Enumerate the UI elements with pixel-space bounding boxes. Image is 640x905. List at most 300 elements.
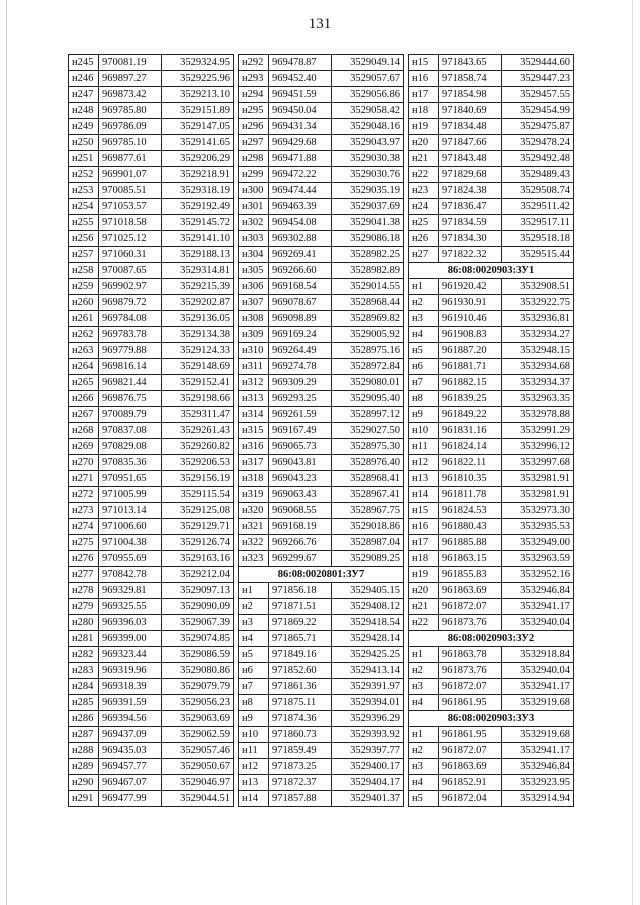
y-coordinate-cell: 3532981.91 xyxy=(502,471,574,487)
point-id-cell: н1 xyxy=(409,647,439,663)
point-id-cell: н9 xyxy=(409,407,439,423)
y-coordinate-cell: 3529086.18 xyxy=(332,231,404,247)
table-row xyxy=(69,439,234,455)
point-id-cell: н293 xyxy=(239,71,269,87)
table-row xyxy=(409,199,574,215)
point-id-cell: н251 xyxy=(69,151,99,167)
point-id-cell: н320 xyxy=(239,503,269,519)
y-coordinate-cell: 3529063.69 xyxy=(162,711,234,727)
y-coordinate-cell: 3529126.74 xyxy=(162,535,234,551)
y-coordinate-cell: 3532981.91 xyxy=(502,487,574,503)
point-id-cell: н273 xyxy=(69,503,99,519)
y-coordinate-cell: 3529148.69 xyxy=(162,359,234,375)
x-coordinate-cell: 961863.69 xyxy=(439,759,502,775)
x-coordinate-cell: 969435.03 xyxy=(99,743,162,759)
table-row xyxy=(69,151,234,167)
y-coordinate-cell: 3529156.19 xyxy=(162,471,234,487)
y-coordinate-cell: 3529074.85 xyxy=(162,631,234,647)
point-id-cell: н18 xyxy=(409,551,439,567)
x-coordinate-cell: 971860.73 xyxy=(269,727,332,743)
x-coordinate-cell: 969329.81 xyxy=(99,583,162,599)
y-coordinate-cell: 3529041.38 xyxy=(332,215,404,231)
y-coordinate-cell: 3532949.00 xyxy=(502,535,574,551)
table-row xyxy=(239,695,404,711)
x-coordinate-cell: 969431.34 xyxy=(269,119,332,135)
point-id-cell: н26 xyxy=(409,231,439,247)
table-row xyxy=(69,519,234,535)
table-row xyxy=(239,375,404,391)
table-row xyxy=(409,695,574,711)
table-row xyxy=(69,775,234,791)
x-coordinate-cell: 971852.60 xyxy=(269,663,332,679)
point-id-cell: н264 xyxy=(69,359,99,375)
table-row xyxy=(239,663,404,679)
table-row xyxy=(409,279,574,295)
table-row xyxy=(69,231,234,247)
point-id-cell: н27 xyxy=(409,247,439,263)
x-coordinate-cell: 971822.32 xyxy=(439,247,502,263)
table-row xyxy=(409,583,574,599)
x-coordinate-cell: 971013.14 xyxy=(99,503,162,519)
x-coordinate-cell: 969478.87 xyxy=(269,55,332,71)
parcel-cadastral-number: 86:08:0020903:ЗУ1 xyxy=(409,263,574,279)
x-coordinate-cell: 971018.58 xyxy=(99,215,162,231)
y-coordinate-cell: 3529192.49 xyxy=(162,199,234,215)
table-row xyxy=(409,791,574,807)
x-coordinate-cell: 961882.15 xyxy=(439,375,502,391)
y-coordinate-cell: 3528969.82 xyxy=(332,311,404,327)
table-row xyxy=(239,519,404,535)
x-coordinate-cell: 971871.51 xyxy=(269,599,332,615)
x-coordinate-cell: 970951.65 xyxy=(99,471,162,487)
point-id-cell: н300 xyxy=(239,183,269,199)
table-row xyxy=(239,391,404,407)
x-coordinate-cell: 969261.59 xyxy=(269,407,332,423)
table-row xyxy=(239,535,404,551)
point-id-cell: н11 xyxy=(239,743,269,759)
table-row xyxy=(409,327,574,343)
y-coordinate-cell: 3532934.27 xyxy=(502,327,574,343)
table-row xyxy=(69,55,234,71)
table-row xyxy=(239,359,404,375)
y-coordinate-cell: 3532934.37 xyxy=(502,375,574,391)
y-coordinate-cell: 3529212.04 xyxy=(162,567,234,583)
x-coordinate-cell: 969168.19 xyxy=(269,519,332,535)
y-coordinate-cell: 3528976.40 xyxy=(332,455,404,471)
x-coordinate-cell: 969783.78 xyxy=(99,327,162,343)
y-coordinate-cell: 3529043.97 xyxy=(332,135,404,151)
y-coordinate-cell: 3529444.60 xyxy=(502,55,574,71)
table-row xyxy=(239,743,404,759)
x-coordinate-cell: 969816.14 xyxy=(99,359,162,375)
x-coordinate-cell: 971843.65 xyxy=(439,55,502,71)
y-coordinate-cell: 3529014.55 xyxy=(332,279,404,295)
table-row xyxy=(409,503,574,519)
point-id-cell: н22 xyxy=(409,615,439,631)
table-row xyxy=(409,343,574,359)
x-coordinate-cell: 969399.00 xyxy=(99,631,162,647)
x-coordinate-cell: 961930.91 xyxy=(439,295,502,311)
x-coordinate-cell: 969879.72 xyxy=(99,295,162,311)
y-coordinate-cell: 3529318.19 xyxy=(162,183,234,199)
point-id-cell: н301 xyxy=(239,199,269,215)
x-coordinate-cell: 969786.09 xyxy=(99,119,162,135)
y-coordinate-cell: 3532973.30 xyxy=(502,503,574,519)
point-id-cell: н4 xyxy=(409,775,439,791)
y-coordinate-cell: 3532940.04 xyxy=(502,663,574,679)
table-row xyxy=(69,263,234,279)
x-coordinate-cell: 969266.60 xyxy=(269,263,332,279)
table-row xyxy=(239,407,404,423)
y-coordinate-cell: 3529134.38 xyxy=(162,327,234,343)
y-coordinate-cell: 3528972.84 xyxy=(332,359,404,375)
y-coordinate-cell: 3528975.30 xyxy=(332,439,404,455)
point-id-cell: н277 xyxy=(69,567,99,583)
y-coordinate-cell: 3529213.10 xyxy=(162,87,234,103)
table-row xyxy=(409,215,574,231)
table-row xyxy=(69,503,234,519)
point-id-cell: н5 xyxy=(239,647,269,663)
point-id-cell: н309 xyxy=(239,327,269,343)
x-coordinate-cell: 969451.59 xyxy=(269,87,332,103)
table-row xyxy=(69,135,234,151)
table-row xyxy=(409,231,574,247)
x-coordinate-cell: 969068.55 xyxy=(269,503,332,519)
x-coordinate-cell: 969063.43 xyxy=(269,487,332,503)
point-id-cell: н4 xyxy=(409,695,439,711)
x-coordinate-cell: 961872.07 xyxy=(439,743,502,759)
table-row xyxy=(239,583,404,599)
point-id-cell: н268 xyxy=(69,423,99,439)
x-coordinate-cell: 961873.76 xyxy=(439,615,502,631)
y-coordinate-cell: 3532946.84 xyxy=(502,759,574,775)
table-row xyxy=(239,471,404,487)
table-row xyxy=(239,455,404,471)
point-id-cell: н13 xyxy=(239,775,269,791)
y-coordinate-cell: 3532946.84 xyxy=(502,583,574,599)
parcel-cadastral-number: 86:08:0020903:ЗУ3 xyxy=(409,711,574,727)
y-coordinate-cell: 3529397.77 xyxy=(332,743,404,759)
y-coordinate-cell: 3529188.13 xyxy=(162,247,234,263)
x-coordinate-cell: 961811.78 xyxy=(439,487,502,503)
table-row xyxy=(409,183,574,199)
table-row xyxy=(409,151,574,167)
table-row xyxy=(239,183,404,199)
x-coordinate-cell: 961887.20 xyxy=(439,343,502,359)
y-coordinate-cell: 3529005.92 xyxy=(332,327,404,343)
x-coordinate-cell: 971856.18 xyxy=(269,583,332,599)
y-coordinate-cell: 3529062.59 xyxy=(162,727,234,743)
y-coordinate-cell: 3529048.16 xyxy=(332,119,404,135)
table-row xyxy=(409,471,574,487)
table-row xyxy=(239,615,404,631)
x-coordinate-cell: 969323.44 xyxy=(99,647,162,663)
y-coordinate-cell: 3532948.15 xyxy=(502,343,574,359)
x-coordinate-cell: 961822.11 xyxy=(439,455,502,471)
x-coordinate-cell: 971025.12 xyxy=(99,231,162,247)
x-coordinate-cell: 969897.27 xyxy=(99,71,162,87)
x-coordinate-cell: 961880.43 xyxy=(439,519,502,535)
point-id-cell: н313 xyxy=(239,391,269,407)
x-coordinate-cell: 969325.55 xyxy=(99,599,162,615)
y-coordinate-cell: 3532941.17 xyxy=(502,679,574,695)
x-coordinate-cell: 971872.37 xyxy=(269,775,332,791)
table-row xyxy=(409,519,574,535)
point-id-cell: н259 xyxy=(69,279,99,295)
table-row xyxy=(69,535,234,551)
table-row xyxy=(239,231,404,247)
x-coordinate-cell: 969269.41 xyxy=(269,247,332,263)
x-coordinate-cell: 971854.98 xyxy=(439,87,502,103)
y-coordinate-cell: 3532978.88 xyxy=(502,407,574,423)
y-coordinate-cell: 3532919.68 xyxy=(502,727,574,743)
point-id-cell: н312 xyxy=(239,375,269,391)
y-coordinate-cell: 3529394.01 xyxy=(332,695,404,711)
table-row xyxy=(239,759,404,775)
table-row xyxy=(69,327,234,343)
x-coordinate-cell: 971060.31 xyxy=(99,247,162,263)
y-coordinate-cell: 3528968.41 xyxy=(332,471,404,487)
point-id-cell: н274 xyxy=(69,519,99,535)
x-coordinate-cell: 971004.38 xyxy=(99,535,162,551)
point-id-cell: н16 xyxy=(409,519,439,535)
point-id-cell: н2 xyxy=(409,663,439,679)
point-id-cell: н247 xyxy=(69,87,99,103)
point-id-cell: н4 xyxy=(409,327,439,343)
y-coordinate-cell: 3529408.12 xyxy=(332,599,404,615)
y-coordinate-cell: 3529206.53 xyxy=(162,455,234,471)
x-coordinate-cell: 969274.78 xyxy=(269,359,332,375)
table-row xyxy=(409,119,574,135)
y-coordinate-cell: 3532908.51 xyxy=(502,279,574,295)
point-id-cell: н10 xyxy=(239,727,269,743)
point-id-cell: н281 xyxy=(69,631,99,647)
table-row xyxy=(239,439,404,455)
x-coordinate-cell: 969043.23 xyxy=(269,471,332,487)
table-row xyxy=(239,55,404,71)
point-id-cell: н17 xyxy=(409,535,439,551)
point-id-cell: н305 xyxy=(239,263,269,279)
point-id-cell: н7 xyxy=(409,375,439,391)
x-coordinate-cell: 969454.08 xyxy=(269,215,332,231)
y-coordinate-cell: 3532963.59 xyxy=(502,551,574,567)
point-id-cell: н12 xyxy=(239,759,269,775)
x-coordinate-cell: 971847.66 xyxy=(439,135,502,151)
point-id-cell: н311 xyxy=(239,359,269,375)
table-row xyxy=(239,711,404,727)
table-row xyxy=(69,695,234,711)
point-id-cell: н11 xyxy=(409,439,439,455)
x-coordinate-cell: 961872.07 xyxy=(439,679,502,695)
point-id-cell: н10 xyxy=(409,423,439,439)
y-coordinate-cell: 3529027.50 xyxy=(332,423,404,439)
x-coordinate-cell: 971053.57 xyxy=(99,199,162,215)
point-id-cell: н321 xyxy=(239,519,269,535)
point-id-cell: н295 xyxy=(239,103,269,119)
x-coordinate-cell: 969065.73 xyxy=(269,439,332,455)
point-id-cell: н287 xyxy=(69,727,99,743)
point-id-cell: н314 xyxy=(239,407,269,423)
y-coordinate-cell: 3529324.95 xyxy=(162,55,234,71)
y-coordinate-cell: 3529198.66 xyxy=(162,391,234,407)
point-id-cell: н316 xyxy=(239,439,269,455)
point-id-cell: н246 xyxy=(69,71,99,87)
table-row xyxy=(409,71,574,87)
scan-edge-left xyxy=(6,0,7,905)
table-row xyxy=(409,423,574,439)
point-id-cell: н21 xyxy=(409,151,439,167)
point-id-cell: н256 xyxy=(69,231,99,247)
table-row xyxy=(409,487,574,503)
y-coordinate-cell: 3529454.99 xyxy=(502,103,574,119)
table-row xyxy=(69,71,234,87)
table-row xyxy=(69,407,234,423)
point-id-cell: н13 xyxy=(409,471,439,487)
y-coordinate-cell: 3529152.41 xyxy=(162,375,234,391)
table-row xyxy=(239,151,404,167)
y-coordinate-cell: 3529035.19 xyxy=(332,183,404,199)
x-coordinate-cell: 969391.59 xyxy=(99,695,162,711)
y-coordinate-cell: 3529141.65 xyxy=(162,135,234,151)
y-coordinate-cell: 3529097.13 xyxy=(162,583,234,599)
y-coordinate-cell: 3529457.55 xyxy=(502,87,574,103)
x-coordinate-cell: 961849.22 xyxy=(439,407,502,423)
point-id-cell: н266 xyxy=(69,391,99,407)
table-row xyxy=(69,247,234,263)
y-coordinate-cell: 3529086.59 xyxy=(162,647,234,663)
coordinate-tables xyxy=(68,54,574,807)
point-id-cell: н304 xyxy=(239,247,269,263)
point-id-cell: н283 xyxy=(69,663,99,679)
x-coordinate-cell: 969471.88 xyxy=(269,151,332,167)
parcel-header-row xyxy=(409,263,574,279)
x-coordinate-cell: 969784.08 xyxy=(99,311,162,327)
y-coordinate-cell: 3529136.05 xyxy=(162,311,234,327)
point-id-cell: н297 xyxy=(239,135,269,151)
y-coordinate-cell: 3528967.41 xyxy=(332,487,404,503)
table-row xyxy=(239,71,404,87)
table-row xyxy=(69,199,234,215)
point-id-cell: н17 xyxy=(409,87,439,103)
table-row xyxy=(69,87,234,103)
x-coordinate-cell: 971834.48 xyxy=(439,119,502,135)
point-id-cell: н296 xyxy=(239,119,269,135)
point-id-cell: н257 xyxy=(69,247,99,263)
y-coordinate-cell: 3532941.17 xyxy=(502,599,574,615)
x-coordinate-cell: 971834.30 xyxy=(439,231,502,247)
y-coordinate-cell: 3532996.12 xyxy=(502,439,574,455)
y-coordinate-cell: 3529401.37 xyxy=(332,791,404,807)
y-coordinate-cell: 3529057.46 xyxy=(162,743,234,759)
table-row xyxy=(69,727,234,743)
point-id-cell: н272 xyxy=(69,487,99,503)
x-coordinate-cell: 969873.42 xyxy=(99,87,162,103)
x-coordinate-cell: 971843.48 xyxy=(439,151,502,167)
table-row xyxy=(69,711,234,727)
y-coordinate-cell: 3529260.82 xyxy=(162,439,234,455)
table-row xyxy=(69,631,234,647)
y-coordinate-cell: 3529030.76 xyxy=(332,167,404,183)
y-coordinate-cell: 3532934.68 xyxy=(502,359,574,375)
point-id-cell: н255 xyxy=(69,215,99,231)
table-row xyxy=(69,567,234,583)
table-row xyxy=(69,551,234,567)
point-id-cell: н290 xyxy=(69,775,99,791)
table-row xyxy=(69,295,234,311)
x-coordinate-cell: 971857.88 xyxy=(269,791,332,807)
table-row xyxy=(69,791,234,807)
point-id-cell: н289 xyxy=(69,759,99,775)
y-coordinate-cell: 3529089.25 xyxy=(332,551,404,567)
table-row xyxy=(409,775,574,791)
x-coordinate-cell: 969429.68 xyxy=(269,135,332,151)
table-row xyxy=(69,647,234,663)
x-coordinate-cell: 969472.22 xyxy=(269,167,332,183)
point-id-cell: н1 xyxy=(409,279,439,295)
x-coordinate-cell: 961872.07 xyxy=(439,599,502,615)
point-id-cell: н307 xyxy=(239,295,269,311)
point-id-cell: н285 xyxy=(69,695,99,711)
y-coordinate-cell: 3529517.11 xyxy=(502,215,574,231)
y-coordinate-cell: 3529056.86 xyxy=(332,87,404,103)
table-row xyxy=(69,103,234,119)
x-coordinate-cell: 969043.81 xyxy=(269,455,332,471)
y-coordinate-cell: 3529396.29 xyxy=(332,711,404,727)
x-coordinate-cell: 961872.04 xyxy=(439,791,502,807)
y-coordinate-cell: 3529056.23 xyxy=(162,695,234,711)
x-coordinate-cell: 971873.25 xyxy=(269,759,332,775)
y-coordinate-cell: 3529515.44 xyxy=(502,247,574,263)
point-id-cell: н260 xyxy=(69,295,99,311)
table-row xyxy=(409,759,574,775)
x-coordinate-cell: 961810.35 xyxy=(439,471,502,487)
x-coordinate-cell: 969463.39 xyxy=(269,199,332,215)
point-id-cell: н252 xyxy=(69,167,99,183)
table-row xyxy=(69,455,234,471)
table-row xyxy=(239,343,404,359)
parcel-header-row xyxy=(409,711,574,727)
x-coordinate-cell: 969299.67 xyxy=(269,551,332,567)
table-row xyxy=(69,167,234,183)
point-id-cell: н282 xyxy=(69,647,99,663)
x-coordinate-cell: 961863.78 xyxy=(439,647,502,663)
point-id-cell: н18 xyxy=(409,103,439,119)
y-coordinate-cell: 3529058.42 xyxy=(332,103,404,119)
table-row xyxy=(239,167,404,183)
table-row xyxy=(409,247,574,263)
y-coordinate-cell: 3528968.44 xyxy=(332,295,404,311)
point-id-cell: н245 xyxy=(69,55,99,71)
x-coordinate-cell: 971849.16 xyxy=(269,647,332,663)
table-row xyxy=(409,551,574,567)
y-coordinate-cell: 3529261.43 xyxy=(162,423,234,439)
x-coordinate-cell: 970087.65 xyxy=(99,263,162,279)
point-id-cell: н23 xyxy=(409,183,439,199)
y-coordinate-cell: 3529314.81 xyxy=(162,263,234,279)
point-id-cell: н303 xyxy=(239,231,269,247)
point-id-cell: н1 xyxy=(239,583,269,599)
table-row xyxy=(409,599,574,615)
y-coordinate-cell: 3529508.74 xyxy=(502,183,574,199)
table-row xyxy=(239,199,404,215)
parcel-cadastral-number: 86:08:0020801:ЗУ7 xyxy=(239,567,404,583)
x-coordinate-cell: 961885.88 xyxy=(439,535,502,551)
x-coordinate-cell: 969266.76 xyxy=(269,535,332,551)
point-id-cell: н12 xyxy=(409,455,439,471)
coordinate-table-left xyxy=(68,54,234,807)
x-coordinate-cell: 969437.09 xyxy=(99,727,162,743)
x-coordinate-cell: 961852.91 xyxy=(439,775,502,791)
